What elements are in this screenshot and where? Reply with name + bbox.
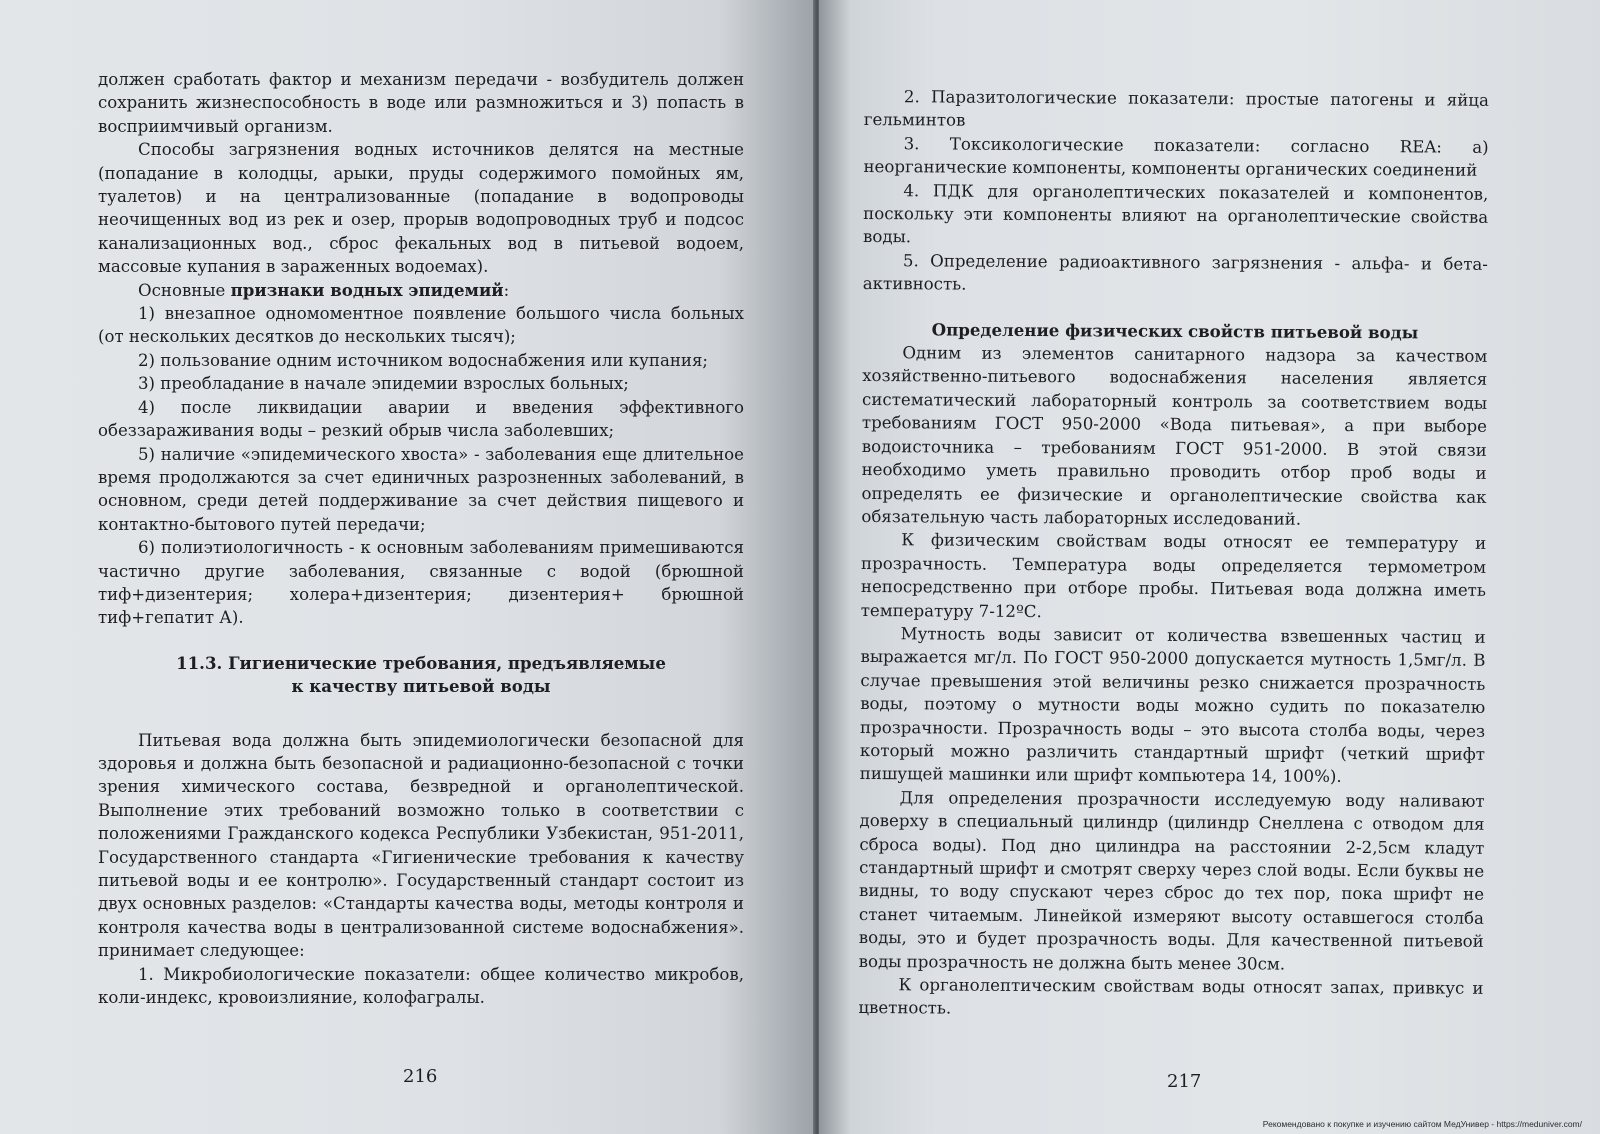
paragraph: Способы загрязнения водных источников делятся на местные (попадание в колодцы, арыки, пруды содержимого помойных ям, туалетов) и на централизованные (попадание в водопроводы неочищенных вод из рек и озер, прорыв водопроводных труб и подсос канализационных вод., сброс фекальных вод в питьевой водоем, массовые купания в зараженных водоемах).: [98, 140, 744, 277]
list-item: 1. Микробиологические показатели: общее количество микробов, коли-индекс, кровоизлияние, колофагралы.: [98, 964, 744, 1008]
section-heading-line-1: 11.3. Гигиенические требования, предъявляемые: [176, 652, 666, 673]
paragraph: Для определения прозрачности исследуемую воду наливают доверху в специальный цилиндр (цилиндр Снеллена с отводом для сброса воды). Под дно цилиндра на расстоянии 2-2,5см кладут стандартный шрифт и смотрят сверху через слой воды. Если буквы не видны, то воду спускают через сброс до тех пор, пока шрифт не станет читаемым. Линейкой измеряют высоту оставшегося столба воды, это и будет прозрачность воды. Для качественной питьевой воды прозрачность не должна быть менее 30см.: [858, 788, 1485, 974]
paragraph: Одним из элементов санитарного надзора за качеством хозяйственно-питьевого водоснабжения населения является систематический лабораторный контроль за соответствием воды требованиям ГОСТ 950-2000 «Вода питьевая», а при выборе водоисточника – требованиям ГОСТ 951-2000. В этой связи необходимо уметь правильно проводить отбор проб воды и определять ее физические и органолептические свойства как обязательную часть лабораторных исследований.: [861, 343, 1488, 529]
list-item: 4) после ликвидации аварии и введения эффективного обеззараживания воды – резкий обрыв числа заболевших;: [98, 397, 744, 441]
list-item: 2. Паразитологические показатели: простые патогены и яйца гельминтов: [863, 87, 1489, 131]
signs-intro-text: Основные: [138, 280, 231, 300]
page-number: 216: [403, 1066, 438, 1087]
signs-colon: :: [503, 280, 510, 300]
paragraph: К органолептическим свойствам воды относят запах, привкус и цветность.: [858, 975, 1484, 1018]
section-heading: Определение физических свойств питьевой воды: [931, 319, 1419, 343]
right-page-text-column: [858, 85, 1489, 1024]
spacer: [98, 630, 744, 652]
list-item: 2) пользование одним источником водоснабжения или купания;: [138, 350, 709, 370]
list-item: 3) преобладание в начале эпидемии взрослых больных;: [138, 374, 629, 394]
paragraph: К физическим свойствам воды относят ее температуру и прозрачность. Температура воды определяется термометром непосредственно при отборе пробы. Питьевая вода должна иметь температуру 7-12ºС.: [860, 530, 1487, 621]
list-item: 3. Токсикологические показатели: согласно REA: а) неорганические компоненты, компоненты органических соединений: [863, 134, 1489, 180]
spacer: [98, 699, 744, 729]
list-item: 5) наличие «эпидемического хвоста» - заболевания еще длительное время продолжаются за счет единичных разрозненных заболеваний, в основном, среди детей поддерживание за счет действия пищевого и контактно-бытового путей передачи;: [98, 444, 744, 534]
list-item: 5. Определение радиоактивного загрязнения - альфа- и бета-активность.: [862, 251, 1488, 294]
section-heading-line-2: к качеству питьевой воды: [291, 676, 551, 697]
list-item: 1) внезапное одномоментное появление большого числа больных (от нескольких десятков до нескольких тысяч);: [98, 304, 744, 347]
paragraph: Питьевая вода должна быть эпидемиологически безопасной для здоровья и должна быть безопасной и радиационно-безопасной с точки зрения химического состава, безвредной и органолептической. Выполнение этих требований возможно только в соответствии с положениями Гражданского кодекса Республики Узбекистан, 951-2011, Государственного стандарта «Гигиенические требования к качеству питьевой воды и ее контролю». Государственный стандарт состоит из двух основных разделов: «Стандарты качества воды, методы контроля и контроля качества воды в централизованной системе водоснабжения». принимает следующее:: [98, 730, 744, 961]
paragraph: Мутность воды зависит от количества взвешенных частиц и выражается мг/л. По ГОСТ 950-2000 допускается мутность 1,5мг/л. В случае превышения этой величины резко снижается прозрачность воды, поэтому о мутности воды можно судить по показателю прозрачности. Прозрачность воды – это высота столба воды, через который можно различить стандартный шрифт (четкий шрифт пишущей машинки или шрифт компьютера 14, 100%).: [859, 624, 1486, 787]
footer-note: Рекомендовано к покупке и изучению сайтом МедУнивер - https://meduniver.com/: [1262, 1119, 1582, 1129]
left-page-text-column: [98, 68, 744, 1009]
signs-intro-paragraph: [98, 279, 744, 302]
page-number: 217: [1167, 1071, 1202, 1092]
list-item: 6) полиэтиологичность - к основным заболеваниям примешиваются частично другие заболевания, связанные с водой (брюшной тиф+дизентерия; холера+дизентерия; дизентерия+ брюшной тиф+гепатит А).: [98, 538, 744, 628]
right-page: [819, 0, 1600, 1134]
paragraph: должен сработать фактор и механизм передачи - возбудитель должен сохранить жизнеспособность в воде или размножиться и 3) попасть в восприимчивый организм.: [98, 70, 744, 136]
list-item: 4. ПДК для органолептических показателей и компонентов, поскольку эти компоненты влияют на органолептические свойства воды.: [863, 180, 1489, 247]
signs-bold-term: признаки водных эпидемий: [230, 279, 504, 300]
